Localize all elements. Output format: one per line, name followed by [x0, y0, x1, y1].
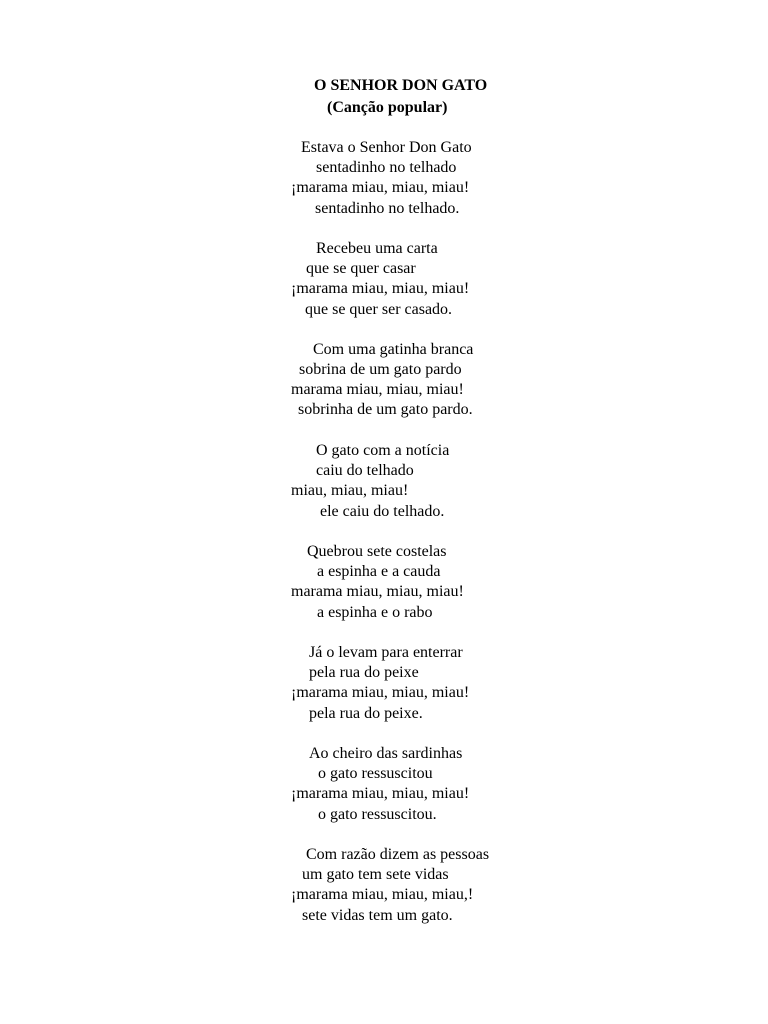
poem-line: ¡marama miau, miau, miau!: [291, 179, 470, 196]
poem-line: Com uma gatinha branca: [313, 341, 474, 358]
poem-line: pela rua do peixe.: [309, 705, 423, 722]
poem-line: sobrina de um gato pardo: [299, 361, 462, 378]
poem-title: O SENHOR DON GATO: [314, 77, 488, 94]
poem-line: um gato tem sete vidas: [302, 866, 449, 883]
poem-line: ele caiu do telhado.: [320, 503, 445, 520]
poem-line: marama miau, miau, miau!: [291, 381, 464, 398]
poem-line: Ao cheiro das sardinhas: [309, 745, 463, 762]
poem-line: ¡marama miau, miau, miau!: [291, 684, 470, 701]
poem-line: miau, miau, miau!: [291, 482, 409, 499]
poem-line: a espinha e a cauda: [317, 563, 441, 580]
poem-subtitle: (Canção popular): [327, 99, 448, 116]
poem-line: caiu do telhado: [316, 462, 414, 479]
poem-line: sete vidas tem um gato.: [302, 907, 453, 924]
poem-line: Recebeu uma carta: [316, 240, 438, 257]
poem-line: Com razão dizem as pessoas: [306, 846, 490, 863]
poem-line: ¡marama miau, miau, miau!: [291, 280, 470, 297]
poem-line: que se quer ser casado.: [305, 301, 453, 318]
poem-line: ¡marama miau, miau, miau!: [291, 785, 470, 802]
poem-line: ¡marama miau, miau, miau,!: [291, 886, 474, 903]
poem-line: o gato ressuscitou.: [318, 806, 437, 823]
poem-line: sentadinho no telhado.: [315, 200, 460, 217]
poem-line: Estava o Senhor Don Gato: [301, 139, 472, 156]
poem-line: sobrinha de um gato pardo.: [298, 401, 473, 418]
poem-line: sentadinho no telhado: [316, 159, 457, 176]
poem-line: a espinha e o rabo: [317, 604, 433, 621]
poem-line: Já o levam para enterrar: [309, 644, 463, 661]
poem-line: pela rua do peixe: [309, 664, 419, 681]
poem-line: que se quer casar: [306, 260, 416, 277]
poem-line: Quebrou sete costelas: [307, 543, 447, 560]
poem-line: o gato ressuscitou: [318, 765, 433, 782]
poem-line: marama miau, miau, miau!: [291, 583, 464, 600]
poem-line: O gato com a notícia: [316, 442, 450, 459]
